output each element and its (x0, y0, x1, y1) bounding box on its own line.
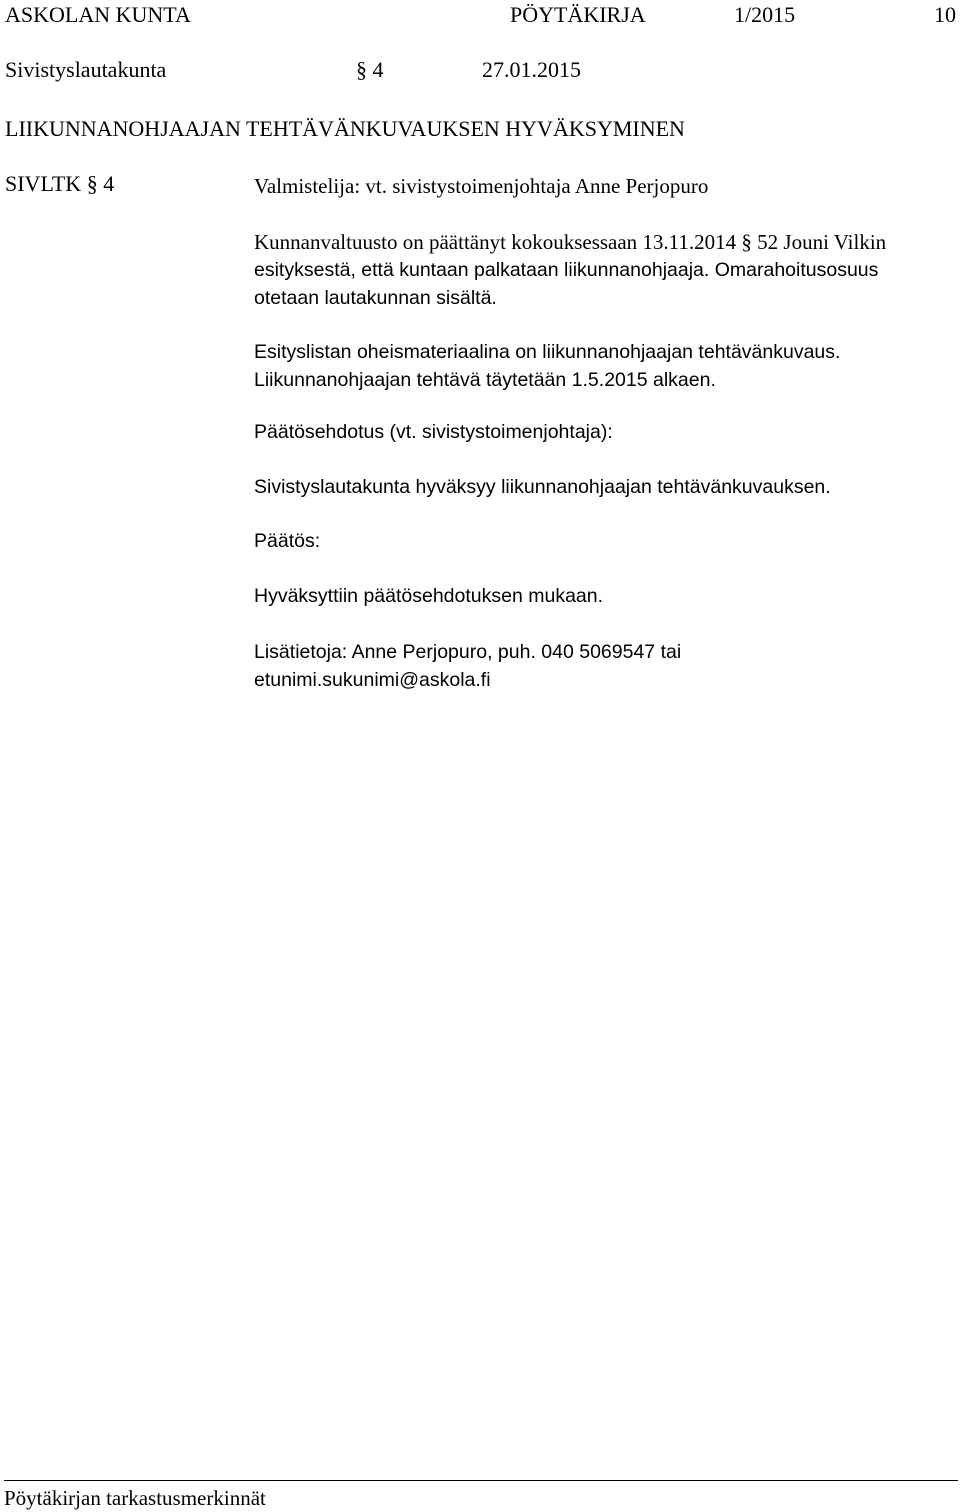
footer-divider (4, 1480, 958, 1481)
decision-label: Päätös: (254, 530, 321, 552)
proposal-label-block (254, 420, 944, 445)
decision-text-block (254, 584, 944, 609)
contact-block (254, 638, 944, 694)
contact-line1: Lisätietoja: Anne Perjopuro, puh. 040 5069547 tai (254, 641, 682, 663)
paragraph-attachment (254, 338, 944, 394)
preparer-line (254, 173, 944, 199)
document-type: PÖYTÄKIRJA (510, 2, 646, 27)
section-reference: § 4 (356, 57, 384, 82)
footer-text: Pöytäkirjan tarkastusmerkinnät (4, 1486, 266, 1510)
municipality-name: ASKOLAN KUNTA (5, 2, 191, 27)
paragraph2-line1: Esityslistan oheismateriaalina on liikunnanohjaajan tehtävänkuvaus. (254, 341, 841, 363)
paragraph-decision-background (254, 228, 944, 312)
paragraph2-line2: Liikunnanohjaajan tehtävä täytetään 1.5.2015 alkaen. (254, 369, 716, 391)
preparer-text: Valmistelija: vt. sivistystoimenjohtaja Anne Perjopuro (254, 174, 709, 198)
item-title: LIIKUNNANOHJAAJAN TEHTÄVÄNKUVAUKSEN HYVÄKSYMINEN (5, 116, 685, 141)
decision-label-block (254, 529, 944, 554)
page-number: 10 (934, 2, 956, 27)
item-code: SIVLTK § 4 (5, 171, 115, 196)
paragraph1-line3: otetaan lautakunnan sisältä. (254, 287, 497, 309)
board-name: Sivistyslautakunta (5, 57, 167, 82)
contact-email: etunimi.sukunimi@askola.fi (254, 669, 491, 691)
paragraph1-line1: Kunnanvaltuusto on päättänyt kokouksessaan 13.11.2014 § 52 Jouni Vilkin (254, 230, 887, 254)
paragraph1-line2: esityksestä, että kuntaan palkataan liikunnanohjaaja. Omarahoitusosuus (254, 259, 879, 281)
proposal-text-block (254, 475, 944, 500)
decision-text: Hyväksyttiin päätösehdotuksen mukaan. (254, 585, 604, 607)
meeting-date: 27.01.2015 (482, 57, 581, 82)
proposal-label: Päätösehdotus (vt. sivistystoimenjohtaja): (254, 421, 613, 443)
document-number: 1/2015 (734, 2, 796, 27)
proposal-text: Sivistyslautakunta hyväksyy liikunnanohjaajan tehtävänkuvauksen. (254, 476, 831, 498)
